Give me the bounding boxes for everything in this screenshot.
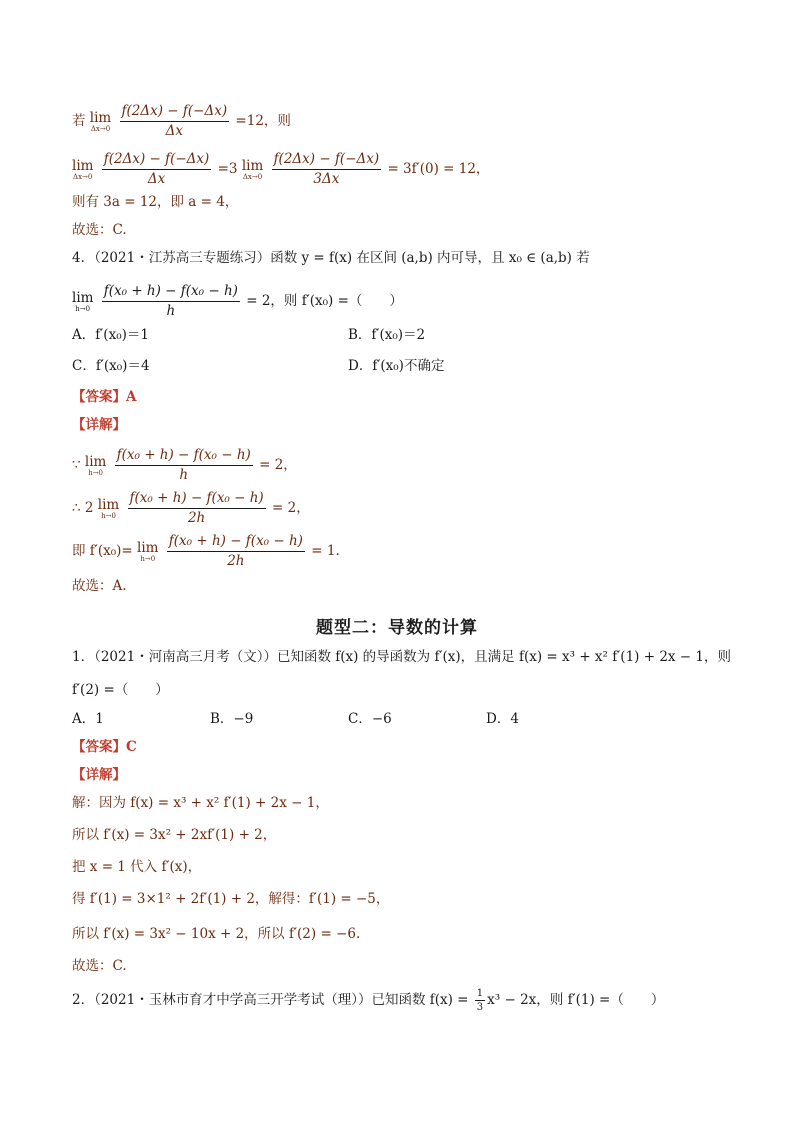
question-1-solution-3: 把 x = 1 代入 f′(x)， [72, 859, 202, 875]
question-4-condition [72, 283, 403, 320]
lim-label: lim [72, 157, 94, 174]
limit [137, 541, 158, 563]
question-1-solution-4: 得 f′(1) = 3×1² + 2f′(1) + 2，解得：f′(1) = −5， [72, 891, 390, 907]
lim-label: lim [241, 157, 264, 174]
lim-sub: h→0 [101, 511, 116, 520]
denominator: 2h [187, 510, 206, 526]
lim-label: lim [137, 539, 159, 556]
question-4-solution-2 [72, 490, 310, 527]
question-4-solution-1 [72, 447, 297, 484]
question-4-answer: 【答案】A [72, 389, 137, 405]
question-1-answer: 【答案】C [72, 739, 137, 755]
text: = 2， [272, 500, 310, 516]
fraction [167, 533, 305, 570]
lim-sub: Δx→0 [242, 172, 263, 181]
numerator: 1 [476, 988, 484, 999]
limit [72, 159, 93, 181]
fraction [128, 490, 266, 527]
denominator: 3Δx [313, 171, 340, 187]
question-4-option-c: C．f′(x₀)＝4 [72, 358, 150, 374]
numerator: f(2Δx) − f(−Δx) [102, 151, 212, 170]
question-4-option-d: D．f′(x₀)不确定 [348, 358, 445, 374]
prev-solution-line-3: 则有 3a = 12，即 a = 4， [72, 194, 239, 210]
denominator: Δx [147, 171, 166, 187]
text: 若 [72, 113, 86, 129]
limit [72, 291, 93, 313]
denominator: 2h [227, 553, 245, 569]
numerator: f(x₀ + h) − f(x₀ − h) [102, 283, 240, 302]
numerator: f(x₀ + h) − f(x₀ − h) [128, 490, 266, 509]
lim-sub: Δx→0 [73, 172, 93, 181]
text: 2．（2021・玉林市育才中学高三开学考试（理））已知函数 f(x) = [72, 992, 473, 1008]
text: = 1. [311, 543, 340, 559]
fraction [102, 283, 240, 320]
numerator: f(x₀ + h) − f(x₀ − h) [115, 447, 253, 466]
lim-sub: h→0 [75, 304, 91, 313]
question-4-conclusion: 故选：A. [72, 578, 127, 594]
prev-solution-line-1 [72, 103, 291, 140]
text: =3 [217, 161, 238, 177]
question-1-stem: 1．（2021・河南高三月考（文））已知函数 f(x) 的导函数为 f′(x)，且满足 f(x) = x³ + x² f′(1) + 2x − 1，则 [72, 649, 732, 665]
denominator: h [179, 467, 189, 483]
prev-solution-line-2 [72, 151, 489, 188]
question-4-stem: 4．（2021・江苏高三专题练习）函数 y = f(x) 在区间 (a,b) 内可导，且 x₀ ∈ (a,b) 若 [72, 250, 590, 266]
numerator: f(2Δx) − f(−Δx) [272, 151, 382, 170]
question-1-solution-5: 所以 f′(x) = 3x² − 10x + 2，所以 f′(2) = −6. [72, 926, 361, 942]
question-4-detail-label: 【详解】 [72, 417, 126, 433]
question-1-conclusion: 故选：C. [72, 958, 127, 974]
lim-label: lim [72, 289, 94, 306]
text: x³ − 2x，则 f′(1) =（ ） [487, 992, 665, 1008]
lim-sub: Δx→0 [90, 124, 111, 133]
question-1-detail-label: 【详解】 [72, 767, 126, 783]
question-1-solution-1: 解：因为 f(x) = x³ + x² f′(1) + 2x − 1， [72, 795, 329, 811]
prev-solution-line-4: 故选：C. [72, 222, 127, 238]
question-1-option-d: D．4 [486, 711, 519, 727]
text: 即 f′(x₀)= [72, 543, 133, 559]
text: ∴ 2 [72, 500, 94, 516]
question-2-stem [72, 988, 664, 1013]
limit [98, 498, 119, 520]
limit [242, 159, 263, 181]
text: =12，则 [235, 113, 291, 129]
question-4-option-b: B．f′(x₀)＝2 [348, 327, 426, 343]
text: = 2，则 f′(x₀) =（ ） [246, 293, 403, 309]
question-1-option-c: C．−6 [348, 711, 392, 727]
denominator: 3 [476, 1002, 484, 1013]
limit [85, 455, 106, 477]
denominator: h [166, 303, 176, 319]
fraction [102, 151, 212, 188]
numerator: f(2Δx) − f(−Δx) [120, 103, 230, 122]
denominator: Δx [165, 123, 184, 139]
fraction [475, 988, 485, 1013]
question-1-option-a: A．1 [72, 711, 104, 727]
lim-label: lim [89, 109, 112, 126]
fraction [120, 103, 230, 140]
question-4-solution-3 [72, 533, 340, 570]
question-1-stem-cont: f′(2) =（ ） [72, 682, 169, 698]
lim-label: lim [84, 453, 107, 470]
text: = 2， [259, 457, 297, 473]
section-title: 题型二：导数的计算 [316, 618, 478, 638]
fraction [115, 447, 253, 484]
question-1-solution-2: 所以 f′(x) = 3x² + 2xf′(1) + 2， [72, 827, 277, 843]
limit [90, 111, 111, 133]
numerator: f(x₀ + h) − f(x₀ − h) [167, 533, 305, 552]
question-4-option-a: A．f′(x₀)＝1 [72, 327, 149, 343]
text: ∵ [72, 457, 81, 473]
lim-sub: h→0 [140, 554, 156, 563]
text: = 3f′(0) = 12， [387, 161, 490, 177]
fraction [272, 151, 382, 188]
lim-label: lim [97, 496, 120, 513]
question-1-option-b: B．−9 [210, 711, 254, 727]
lim-sub: h→0 [88, 468, 104, 477]
